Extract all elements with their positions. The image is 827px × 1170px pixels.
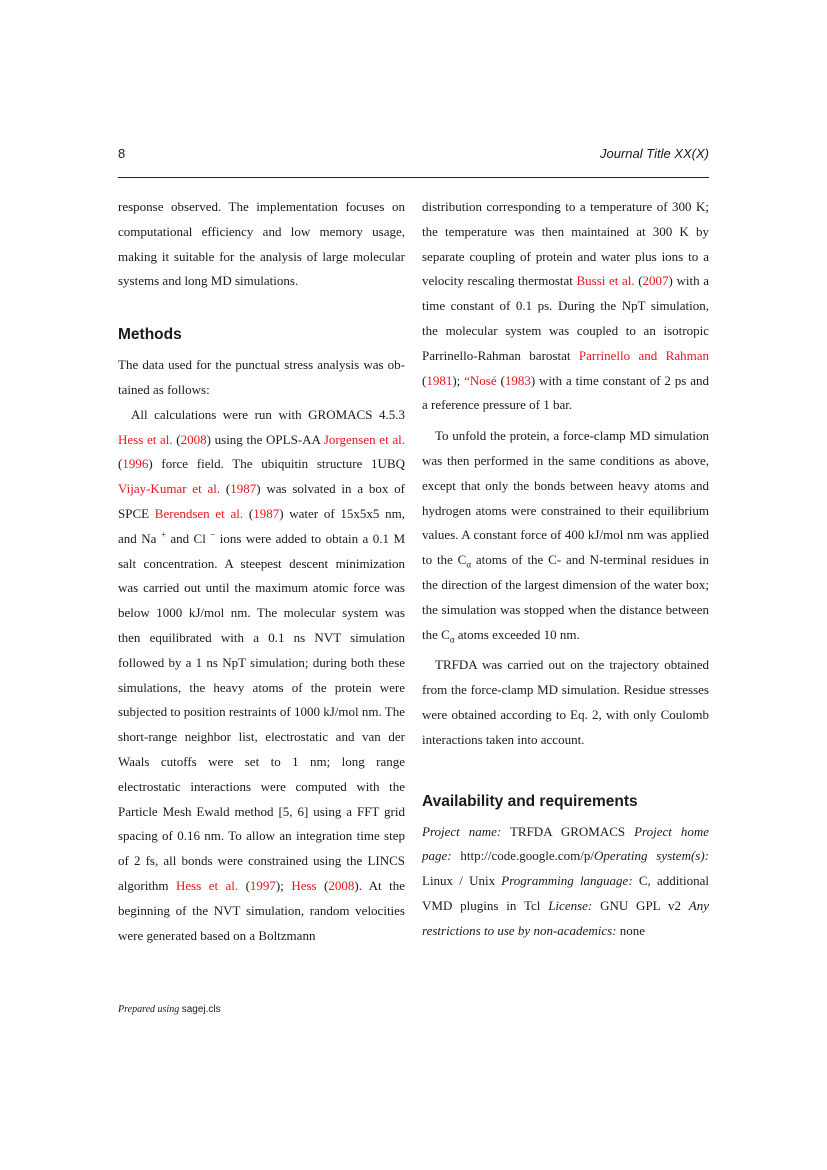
availability-heading: Availability and requirements xyxy=(422,792,638,810)
left-column xyxy=(118,195,405,948)
methods-paragraph-2: All calculations were run with GROMACS 4.5.3 Hess et al. (2008) using the OPLS-AA Jorgensen et al. (1996) force field. The ubiquitin structure 1UBQ Vijay-Kumar et al. (1987) was solvated in a box of SPCE Berendsen et al. (1987) water of 15x5x5 nm, and Na + and Cl − ions were added to obtain a 0.1 M salt concentration. A steepest descent minimization was carried out until the maximum atomic force was below 1000 kJ/mol nm. The molecular system was then equilibrated with a 0.1 ns NVT simulation followed by a 1 ns NpT simulation; during both these simulations, the heavy atoms of the protein were subjected to position restraints of 1000 kJ/mol nm. The short-range neighbor list, electrostatic and van der Waals cutoffs were set to 1 nm; long range electrostatic interactions were computed with the Particle Mesh Ewald method [5, 6] using a FFT grid spacing of 0.16 nm. To allow an integration time step of 2 fs, all bonds were constrained using the LINCS algorithm Hess et al. (1997); Hess (2008). At the beginning of the NVT simulation, random velocities were generated based on a Boltzmann xyxy=(118,406,405,943)
citation-year-link[interactable]: 1997 xyxy=(249,877,276,893)
citation-link[interactable]: Vijay-Kumar et al. xyxy=(118,481,221,497)
citation-year-link[interactable]: 1981 xyxy=(426,372,453,388)
right-column xyxy=(422,195,709,944)
citation-link[interactable]: Berendsen et al. xyxy=(154,505,244,521)
footer-note: Prepared using sagej.cls xyxy=(118,1004,221,1015)
alpha-subscript: α xyxy=(466,559,472,570)
citation-link[interactable]: Bussi et al. xyxy=(576,273,635,289)
citation-link[interactable]: Jorgensen et al. xyxy=(323,431,405,447)
superscript-plus: + xyxy=(160,529,166,540)
citation-year-link[interactable]: 2008 xyxy=(328,877,355,893)
citation-year-link[interactable]: 1987 xyxy=(230,481,257,497)
methods-paragraph-4: To unfold the protein, a force-clamp MD simulation was then performed in the same conditions as above, except that only the bonds between heavy atoms and hydrogen atoms were constrained to their equilibrium values. A constant force of 400 kJ/mol nm was applied to the $C_\alpha$ atoms of the C- and N-terminal residues in the direction of the largest dimension of the water box; the simulation was stopped when the distance between the $C_\alpha$ atoms exceeded 10 nm. xyxy=(422,428,710,645)
citation-link[interactable]: Hess et al. xyxy=(175,877,239,893)
methods-paragraph-3: distribution corresponding to a temperature of 300 K; the temperature was then maintained at 300 K by separate coupling of protein and water plus ions to a velocity rescaling thermostat Bussi et al. (2007) with a time constant of 0.1 ps. During the NpT simulation, the molecular system was coupled to an isotropic Parrinello-Rahman barostat Parrinello and Rahman (1981); “Nosé (1983) with a time constant of 2 ps and a reference pressure of 1 bar. xyxy=(422,199,709,413)
citation-link[interactable]: Hess xyxy=(291,877,317,893)
citation-year-link[interactable]: 1996 xyxy=(122,456,149,472)
header-rule xyxy=(118,177,709,178)
citation-link[interactable]: “Nosé xyxy=(464,372,497,388)
citation-link[interactable]: Hess et al. xyxy=(118,431,173,447)
citation-year-link[interactable]: 1983 xyxy=(504,372,531,388)
alpha-subscript: α xyxy=(449,634,455,645)
journal-title: Journal Title XX(X) xyxy=(600,146,709,161)
superscript-minus: − xyxy=(210,529,216,540)
methods-paragraph-1: The data used for the punctual stress analysis was ob- tained as follows: xyxy=(118,357,405,397)
availability-paragraph: Project name: TRFDA GROMACS Project home page: http://code.google.com/p/Operating system(s): Linux / Unix Programming language: C, additional VMD plugins in Tcl License: GNU GPL v2 Any restrictions to use by non-academics: none xyxy=(422,823,709,938)
running-header xyxy=(118,146,709,166)
intro-paragraph: response observed. The implementation focuses on computational efficiency and low memory usage, making it suitable for the analysis of large molecular systems and long MD simulations. xyxy=(118,199,405,289)
page-number: 8 xyxy=(118,146,126,161)
citation-link[interactable]: Parrinello and Rahman xyxy=(578,347,709,363)
citation-year-link[interactable]: 1987 xyxy=(253,505,280,521)
methods-paragraph-5: TRFDA was carried out on the trajectory obtained from the force-clamp MD simulation. Residue stresses were obtained according to Eq. 2, with only Coulomb interactions taken into account. xyxy=(422,657,709,747)
methods-heading: Methods xyxy=(118,326,182,344)
citation-year-link[interactable]: 2008 xyxy=(180,431,207,447)
citation-year-link[interactable]: 2007 xyxy=(642,273,669,289)
